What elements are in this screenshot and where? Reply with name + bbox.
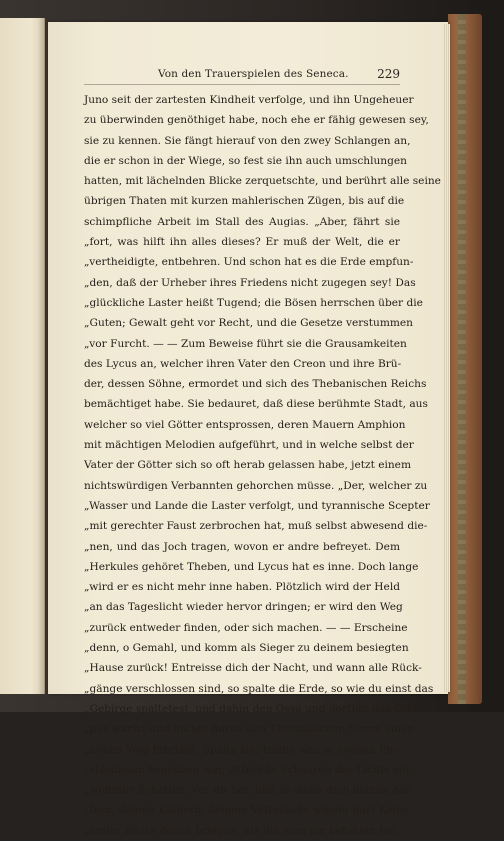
cover-marbling: [458, 14, 466, 704]
text-line: „Guten; Gewalt geht vor Recht, und die Gesetze verstummen: [84, 317, 414, 330]
text-line: „denn, o Gemahl, und komm als Sieger zu deinem besiegten: [84, 642, 409, 655]
page-stack-edge: [444, 24, 450, 692]
text-line: „an das Tageslicht wieder hervor dringen; er wird den Weg: [84, 601, 403, 614]
text-line: „mit gerechter Faust zerbrochen hat, muß selbst abwesend die-: [84, 520, 428, 533]
text-line: „pus warfst und mitten durch den Thessalischen Strom einen: [84, 723, 415, 736]
text-line: „vertheidigte, entbehren. Und schon hat es die Erde empfun-: [84, 256, 414, 269]
text-line: schimpfliche Arbeit im Stall des Augias. „Aber, fährt sie: [84, 215, 400, 228]
text-line: „nen, und das Joch tragen, wovon er andre befreyet. Dem: [84, 540, 400, 553]
text-line: „neuen Weg führtest. Spalte sie; treibe was in ewigen Fin-: [84, 743, 400, 756]
text-line: zu überwinden genöthiget habe, noch ehe er fähig gewesen sey,: [84, 114, 429, 127]
text-line: die er schon in der Wiege, so fest sie ihn auch umschlungen: [84, 154, 408, 167]
text-line: „fort, was hilft ihn alles dieses? Er muß der Welt, die er: [84, 236, 400, 249]
text-line: „sternissen begraben war, zitternde Schaaren des Lichts ent-: [84, 763, 414, 776]
text-line: des Lycus an, welcher ihren Vater den Creon und ihre Brü-: [84, 357, 402, 370]
page-number: 229: [377, 67, 400, 81]
text-line: nichtswürdigen Verbannten gehorchen müsse. „Der, welcher zu: [84, 479, 428, 492]
running-title: Von den Trauerspielen des Seneca.: [158, 68, 349, 80]
text-line: „vor Furcht. — — Zum Beweise führt sie die Grausamkeiten: [84, 337, 407, 350]
text-line: „zurück entweder finden, oder sich machen. — — Erscheine: [84, 621, 408, 634]
text-line: „Wasser und Lande die Laster verfolgt, und tyrannische Scepter: [84, 499, 430, 512]
body-text: [84, 90, 441, 841]
text-line: „Gebirge spaltetest, und dahin den Ossa und dorthin den Olym-: [84, 702, 427, 715]
text-line: „Hause zurück! Entreisse dich der Nacht, und wann alle Rück-: [84, 662, 422, 675]
text-line: „tern, deinen Kindern, deinem Vaterlande wieder dar! Keine: [84, 804, 410, 817]
text-line: der, dessen Söhne, ermordet und sich des Thebanischen Reichs: [84, 378, 427, 391]
text-line: sie zu kennen. Sie fängt hierauf von den zwey Schlangen an,: [84, 134, 411, 147]
text-line: Juno seit der zartesten Kindheit verfolge, und ihn Ungeheuer: [84, 94, 414, 106]
text-line: hatten, mit lächelnden Blicke zerquetschte, und berührt alle seine: [84, 175, 441, 188]
text-line: „andre Beute davon bringen, als die man dir befohlen hat,: [84, 824, 400, 837]
text-line: „den, daß der Urheber ihres Friedens nicht zugegen sey! Das: [84, 276, 416, 289]
text-line: „wird er es nicht mehr inne haben. Plötzlich wird der Held: [84, 581, 400, 594]
page-header: [110, 68, 400, 82]
text-line: welcher so viel Götter entsprossen, deren Mauern Amphion: [84, 418, 406, 431]
text-line: „gänge verschlossen sind, so spalte die Erde, so wie du einst das: [84, 682, 434, 695]
text-line: übrigen Thaten mit kurzen mahlerischen Zügen, bis auf die: [84, 195, 405, 208]
text-line: bemächtiget habe. Sie bedauret, daß diese berühmte Stadt, aus: [84, 398, 428, 411]
text-line: „wöhnter Schatten, vor dir her, und so stelle dich deinen Ael-: [84, 784, 414, 797]
text-line: „glückliche Laster heißt Tugend; die Bösen herrschen über die: [84, 296, 423, 309]
text-line: Vater der Götter sich so oft herab gelassen habe, jetzt einem: [84, 459, 411, 472]
text-line: „Herkules gehöret Theben, und Lycus hat es inne. Doch lange: [84, 560, 419, 573]
text-line: mit mächtigen Melodien aufgeführt, und in welche selbst der: [84, 439, 414, 452]
header-rule: [84, 84, 400, 85]
